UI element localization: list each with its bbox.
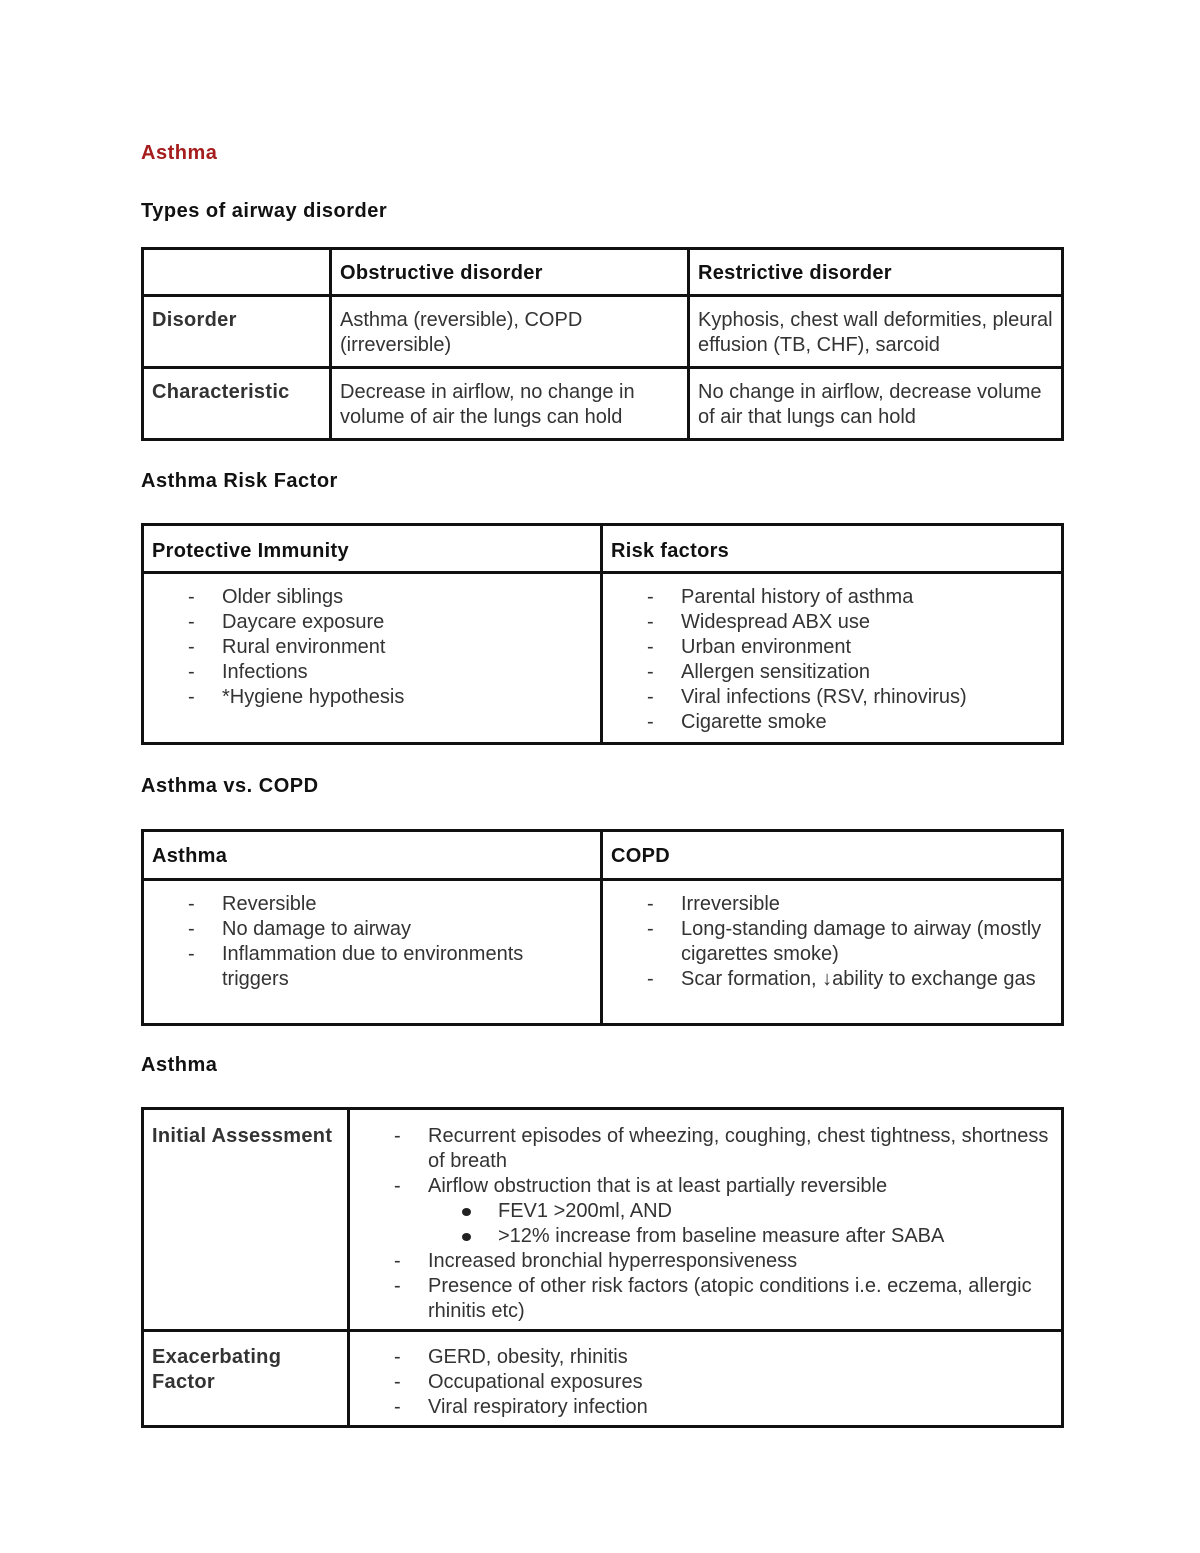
airway-header-obstructive: Obstructive disorder bbox=[331, 249, 689, 296]
airway-cell-obstructive: Asthma (reversible), COPD (irreversible) bbox=[331, 296, 689, 368]
exacerbating-factor-label: Exacerbating Factor bbox=[143, 1331, 349, 1427]
list-item: - Long-standing damage to airway (mostly cigarettes smoke) bbox=[611, 917, 1053, 967]
airway-header-row bbox=[143, 249, 1063, 296]
list-item: - *Hygiene hypothesis bbox=[152, 685, 592, 710]
airway-row-label: Disorder bbox=[143, 296, 331, 368]
list-item: - Urban environment bbox=[611, 635, 1053, 660]
compare-content-row bbox=[143, 880, 1063, 1025]
list-item: - Allergen sensitization bbox=[611, 660, 1053, 685]
protective-immunity-header: Protective Immunity bbox=[143, 525, 602, 573]
list-item bbox=[358, 1174, 1053, 1249]
airway-disorder-table bbox=[141, 247, 1064, 441]
list-item-text: Airflow obstruction that is at least partially reversible bbox=[428, 1175, 888, 1197]
asthma-copd-table bbox=[141, 829, 1064, 1026]
list-item: - Presence of other risk factors (atopic conditions i.e. eczema, allergic rhinitis etc) bbox=[358, 1274, 1053, 1324]
airway-cell-restrictive: No change in airflow, decrease volume of air that lungs can hold bbox=[689, 368, 1063, 440]
copd-cell bbox=[602, 880, 1063, 1025]
initial-assessment-row bbox=[143, 1109, 1063, 1331]
list-item: - Irreversible bbox=[611, 892, 1053, 917]
airway-section-heading: Types of airway disorder bbox=[141, 200, 388, 222]
assessment-section-heading: Asthma bbox=[141, 1054, 218, 1076]
sub-list bbox=[428, 1199, 1053, 1249]
copd-header: COPD bbox=[602, 831, 1063, 880]
airway-row-label: Characteristic bbox=[143, 368, 331, 440]
sub-list-item: FEV1 >200ml, AND bbox=[428, 1199, 1053, 1224]
exacerbating-factor-list bbox=[358, 1345, 1053, 1420]
document-title: Asthma bbox=[141, 142, 218, 164]
list-item: - Older siblings bbox=[152, 585, 592, 610]
list-item: - Recurrent episodes of wheezing, coughing, chest tightness, shortness of breath bbox=[358, 1124, 1053, 1174]
asthma-cell bbox=[143, 880, 602, 1025]
risk-content-row bbox=[143, 573, 1063, 744]
list-item: - Cigarette smoke bbox=[611, 710, 1053, 735]
exacerbating-factor-cell bbox=[349, 1331, 1063, 1427]
list-item: - GERD, obesity, rhinitis bbox=[358, 1345, 1053, 1370]
airway-header-restrictive: Restrictive disorder bbox=[689, 249, 1063, 296]
sub-list-item: >12% increase from baseline measure after SABA bbox=[428, 1224, 1053, 1249]
airway-row-disorder bbox=[143, 296, 1063, 368]
compare-section-heading: Asthma vs. COPD bbox=[141, 775, 319, 797]
risk-factor-table bbox=[141, 523, 1064, 745]
risk-header-row bbox=[143, 525, 1063, 573]
initial-assessment-list bbox=[358, 1124, 1053, 1324]
list-item: - Occupational exposures bbox=[358, 1370, 1053, 1395]
risk-factors-header: Risk factors bbox=[602, 525, 1063, 573]
list-item: - Viral respiratory infection bbox=[358, 1395, 1053, 1420]
initial-assessment-cell bbox=[349, 1109, 1063, 1331]
airway-cell-obstructive: Decrease in airflow, no change in volume of air the lungs can hold bbox=[331, 368, 689, 440]
risk-section-heading: Asthma Risk Factor bbox=[141, 470, 338, 492]
list-item: - Parental history of asthma bbox=[611, 585, 1053, 610]
protective-immunity-cell bbox=[143, 573, 602, 744]
list-item: - Viral infections (RSV, rhinovirus) bbox=[611, 685, 1053, 710]
airway-header-blank bbox=[143, 249, 331, 296]
exacerbating-factor-row bbox=[143, 1331, 1063, 1427]
airway-cell-restrictive: Kyphosis, chest wall deformities, pleural effusion (TB, CHF), sarcoid bbox=[689, 296, 1063, 368]
airway-row-characteristic bbox=[143, 368, 1063, 440]
list-item: - Inflammation due to environments triggers bbox=[152, 942, 592, 992]
risk-factors-cell bbox=[602, 573, 1063, 744]
initial-assessment-label: Initial Assessment bbox=[143, 1109, 349, 1331]
list-item: - Scar formation, ↓ability to exchange gas bbox=[611, 967, 1053, 992]
asthma-assessment-table bbox=[141, 1107, 1064, 1428]
list-item: - Infections bbox=[152, 660, 592, 685]
list-item: - Rural environment bbox=[152, 635, 592, 660]
list-item: - Widespread ABX use bbox=[611, 610, 1053, 635]
list-item: - No damage to airway bbox=[152, 917, 592, 942]
risk-factors-list bbox=[611, 585, 1053, 735]
copd-list bbox=[611, 892, 1053, 992]
protective-immunity-list bbox=[152, 585, 592, 710]
list-item: - Reversible bbox=[152, 892, 592, 917]
asthma-header: Asthma bbox=[143, 831, 602, 880]
asthma-list bbox=[152, 892, 592, 992]
list-item: - Daycare exposure bbox=[152, 610, 592, 635]
list-item: - Increased bronchial hyperresponsiveness bbox=[358, 1249, 1053, 1274]
compare-header-row bbox=[143, 831, 1063, 880]
